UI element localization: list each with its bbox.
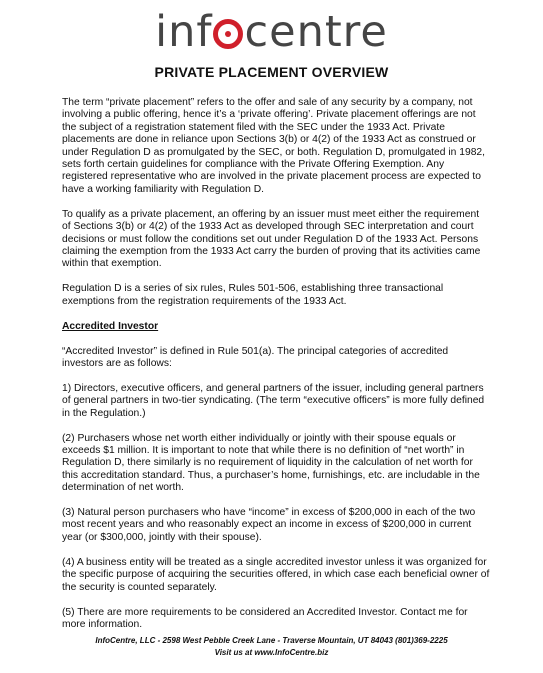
footer-website[interactable]: Visit us at www.InfoCentre.biz: [214, 648, 329, 657]
accredited-item-1: 1) Directors, executive officers, and general partners of the issuer, including general partners of general partners in two-tier syndicating. (The term “executive officers” is more fully defined in the Regulation.): [62, 382, 485, 419]
logo-text-start: inf: [155, 7, 213, 57]
section-heading-accredited-investor: Accredited Investor: [62, 320, 159, 332]
accredited-item-4: (4) A business entity will be treated as a single accredited investor unless it was organized for the specific purpose of acquiring the securities offered, in which case each beneficial owner of the security is counted separately.: [62, 556, 490, 593]
infocentre-logo: [0, 6, 543, 58]
document-body: [62, 97, 490, 644]
accredited-item-2: (2) Purchasers whose net worth either individually or jointly with their spouse equals or exceeds $1 million. It is important to note that while there is no definition of “net worth” in Regulation D, there similarly is no requirement of liquidity in the calculation of net worth for this accreditation standard. Thus, a purchaser’s home, furnishings, etc. are includable in the determination of net worth.: [62, 432, 480, 494]
footer-address: InfoCentre, LLC - 2598 West Pebble Creek Lane - Traverse Mountain, UT 84043 (801)369-2225: [95, 636, 448, 645]
logo-text-end: centre: [244, 7, 388, 57]
paragraph-definition: The term “private placement” refers to the offer and sale of any security by a company, not involving a public offering, hence it’s a ‘private offering’. Private placement offerings are not the subject of a registration statement filed with the SEC under the 1933 Act. Private placements are done in reliance upon Sections 3(b) or 4(2) of the 1933 Act as construed or under Regulation D as promulgated by the SEC, or both. Regulation D, promulgated in 1982, sets forth certain guidelines for compliance with the Private Offering Exemption. Any registered representative who are involved in the private placement process are expected to have a working familiarity with Regulation D.: [62, 97, 486, 195]
paragraph-regulation-d: Regulation D is a series of six rules, Rules 501-506, establishing three transactional exemptions from the registration requirements of the 1933 Act.: [62, 283, 444, 307]
accredited-item-5: (5) There are more requirements to be considered an Accredited Investor. Contact me for more information.: [62, 606, 468, 630]
target-o-icon: [213, 19, 243, 49]
accredited-intro: “Accredited Investor” is defined in Rule 501(a). The principal categories of accredited investors are as follows:: [62, 345, 449, 369]
accredited-item-3: (3) Natural person purchasers who have “income” in excess of $200,000 in each of the two most recent years and who reasonably expect an income in excess of $200,000 in current year (or $300,000, jointly with their spouse).: [62, 507, 476, 543]
page-title: PRIVATE PLACEMENT OVERVIEW: [154, 64, 389, 80]
paragraph-qualification: To qualify as a private placement, an offering by an issuer must meet either the requirement of Sections 3(b) or 4(2) of the 1933 Act as developed through SEC interpretation and court decisions or must follow the conditions set out under Regulation D of the 1933 Act. Persons claiming the exemption from the 1933 Act carry the burden of proving that its activities came within that exemption.: [62, 208, 481, 270]
